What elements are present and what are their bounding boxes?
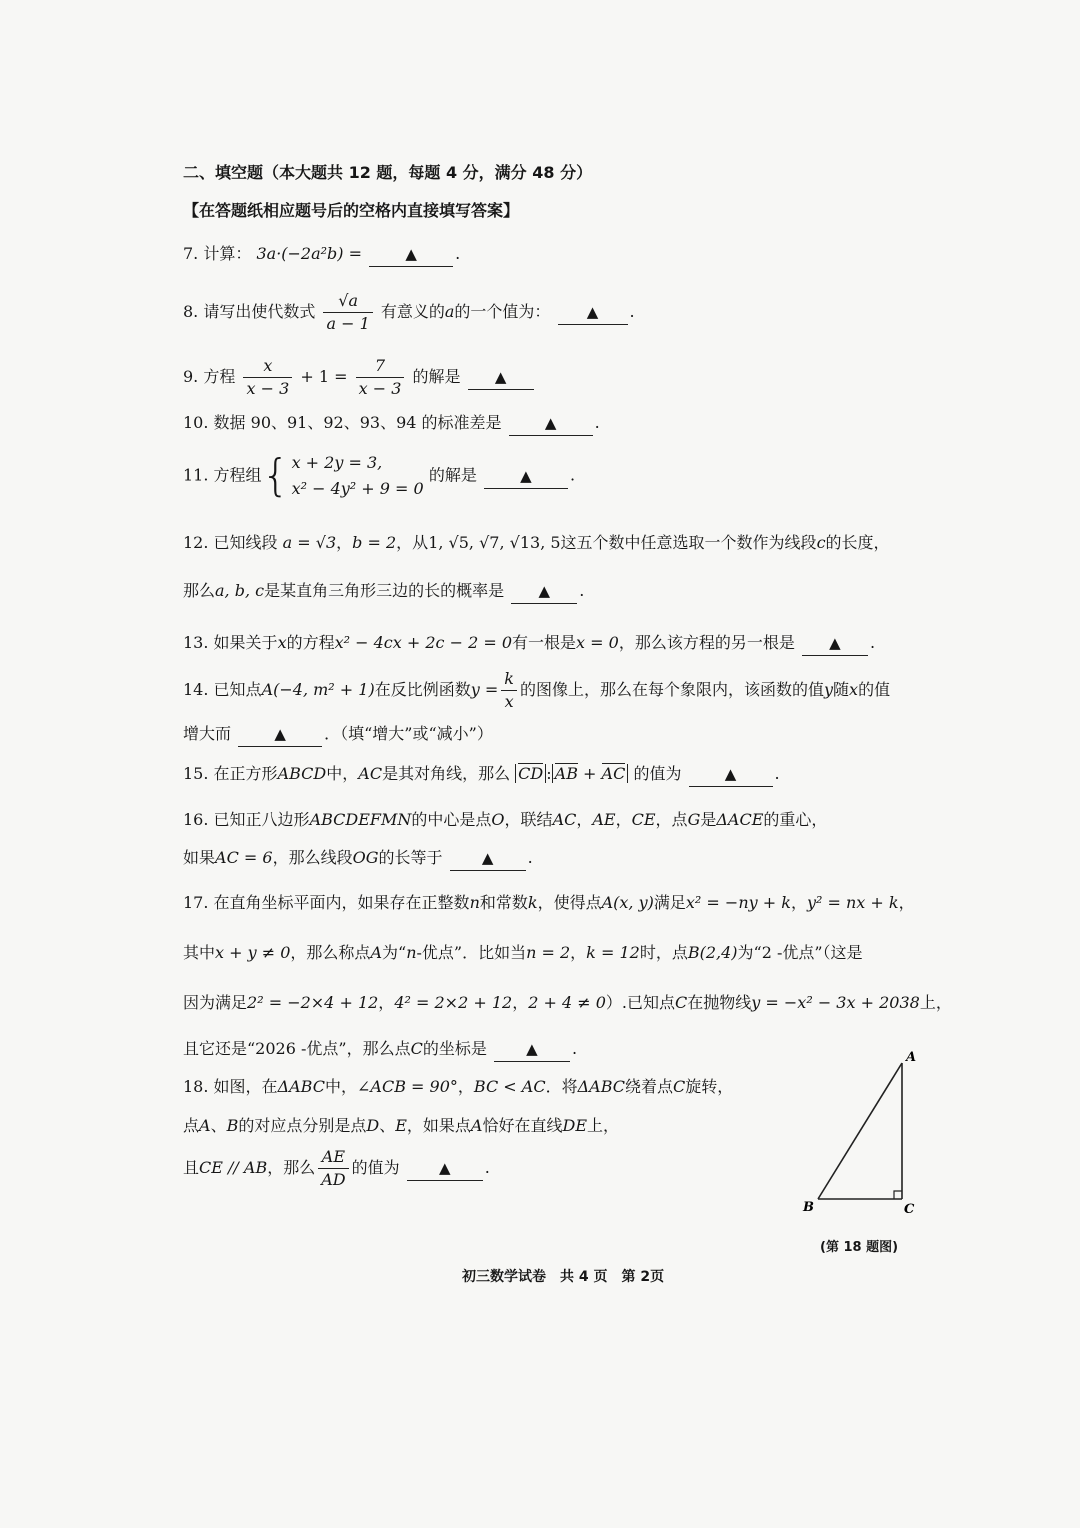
page-footer: 初三数学试卷 共 4 页 第 2页 <box>462 1269 665 1285</box>
triangle-mark-icon: ▲ <box>494 368 507 386</box>
question-12-line-1: 12. 已知线段 a = √3，b = 2，从1, √5, √7, √13, 5这五个数中任意选取一个数作为线段c的长度， <box>183 533 890 552</box>
fraction: $\frac{AE}{AD}$ <box>318 1146 348 1191</box>
question-11: 11. 方程组{ x + 2y = 3, x² − 4y² + 9 = 0 的解是 ▲ . <box>183 450 576 501</box>
answer-blank[interactable] <box>450 848 526 871</box>
answer-blank[interactable] <box>689 764 773 787</box>
vector-norm: CD <box>515 764 546 783</box>
triangle-mark-icon: ▲ <box>829 634 841 652</box>
question-14-line-1: 14. 已知点A(−4, m² + 1)在反比例函数y = $\frac{k}{x}$ 的图像上，那么在每个象限内，该函数的值y随x的值 <box>183 669 891 711</box>
question-18-line-1: 18. 如图，在ΔABC中，∠ACB = 90°，BC < AC．将ΔABC绕着点C旋转， <box>183 1077 734 1096</box>
vertex-label-b: B <box>803 1200 814 1215</box>
question-14-line-2: 增大而 ▲ ．（填“增大”或“减小”） <box>183 721 493 747</box>
answer-blank[interactable] <box>468 367 534 390</box>
equation-system: x + 2y = 3, x² − 4y² + 9 = 0 <box>291 453 424 498</box>
triangle-mark-icon: ▲ <box>724 765 737 783</box>
answer-blank[interactable] <box>494 1039 570 1062</box>
answer-blank[interactable] <box>802 633 868 656</box>
vector-norm: AB + AC <box>552 764 629 783</box>
triangle-mark-icon: ▲ <box>586 303 599 321</box>
triangle-mark-icon: ▲ <box>481 849 494 867</box>
triangle-mark-icon: ▲ <box>274 725 286 743</box>
triangle-mark-icon: ▲ <box>438 1159 451 1177</box>
question-7: 7. 计算： 3a·(−2a²b) = ▲ . <box>183 241 460 267</box>
question-18-line-3: 且CE // AB，那么 $\frac{AE}{AD}$ 的值为 ▲ . <box>183 1147 490 1189</box>
section-instruction: 【在答题纸相应题号后的空格内直接填写答案】 <box>183 201 520 220</box>
question-13: 13. 如果关于x的方程x² − 4cx + 2c − 2 = 0有一根是x = 0，那么该方程的另一根是 ▲ . <box>183 630 875 656</box>
answer-blank[interactable] <box>511 581 577 604</box>
answer-blank[interactable] <box>509 413 593 436</box>
fraction: $\frac{7}{x - 3}$ <box>356 355 405 400</box>
triangle-mark-icon: ▲ <box>544 414 557 432</box>
question-17-line-1: 17. 在直角坐标平面内，如果存在正整数n和常数k，使得点A(x, y)满足x² = −ny + k，y² = nx + k， <box>183 893 915 912</box>
question-12-line-2: 那么a, b, c是某直角三角形三边的长的概率是 ▲ . <box>183 578 584 604</box>
answer-blank[interactable] <box>407 1158 483 1181</box>
triangle-mark-icon: ▲ <box>520 466 532 485</box>
answer-blank[interactable] <box>369 244 453 267</box>
question-16-line-1: 16. 已知正八边形ABCDEFMN的中心是点O，联结AC，AE，CE，点G是ΔACE的重心， <box>183 810 828 829</box>
question-17-line-2: 其中x + y ≠ 0，那么称点A为“n-优点”．比如当n = 2，k = 12时，点B(2,4)为“2 -优点”（这是 <box>183 943 863 962</box>
triangle-mark-icon: ▲ <box>405 245 417 263</box>
question-18-line-2: 点A、B的对应点分别是点D、E，如果点A恰好在直线DE上， <box>183 1116 620 1135</box>
question-17-line-4: 且它还是“2026 -优点”，那么点C的坐标是 ▲ . <box>183 1036 577 1062</box>
triangle-mark-icon: ▲ <box>526 1040 538 1058</box>
answer-blank[interactable] <box>238 724 322 747</box>
brace-icon: { <box>261 450 290 501</box>
fraction: $\frac{x}{x - 3}$ <box>243 355 292 400</box>
fraction: $\frac{k}{x}$ <box>501 668 517 713</box>
vertex-label-c: C <box>904 1202 915 1217</box>
question-8: 8. 请写出使代数式 $\frac{√a}{a - 1}$ 有意义的a的一个值为： ▲ . <box>183 291 635 333</box>
figure-caption: (第 18 题图) <box>820 1240 899 1255</box>
section-title: 二、填空题（本大题共 12 题，每题 4 分，满分 48 分） <box>183 163 593 182</box>
vertex-label-a: A <box>906 1050 917 1065</box>
answer-blank[interactable] <box>484 466 568 489</box>
triangle-mark-icon: ▲ <box>538 582 550 600</box>
fraction: $\frac{√a}{a - 1}$ <box>323 290 372 335</box>
question-17-line-3: 因为满足2² = −2×4 + 12，4² = 2×2 + 12，2 + 4 ≠ 0）.已知点C在抛物线y = −x² − 3x + 2038上， <box>183 993 952 1012</box>
triangle-figure <box>795 1045 925 1220</box>
question-10: 10. 数据 90、91、92、93、94 的标准差是 ▲ . <box>183 410 600 436</box>
right-angle-icon <box>894 1191 902 1199</box>
answer-blank[interactable] <box>558 302 628 325</box>
question-9: 9. 方程 $\frac{x}{x - 3}$ + 1 = $\frac{7}{x - 3}$ 的解是 ▲ <box>183 355 536 400</box>
question-15: 15. 在正方形ABCD中，AC是其对角线，那么 CD : AB + AC 的值为 ▲ . <box>183 761 780 787</box>
side-ab <box>818 1063 902 1199</box>
question-16-line-2: 如果AC = 6，那么线段OG的长等于 ▲ . <box>183 845 533 871</box>
